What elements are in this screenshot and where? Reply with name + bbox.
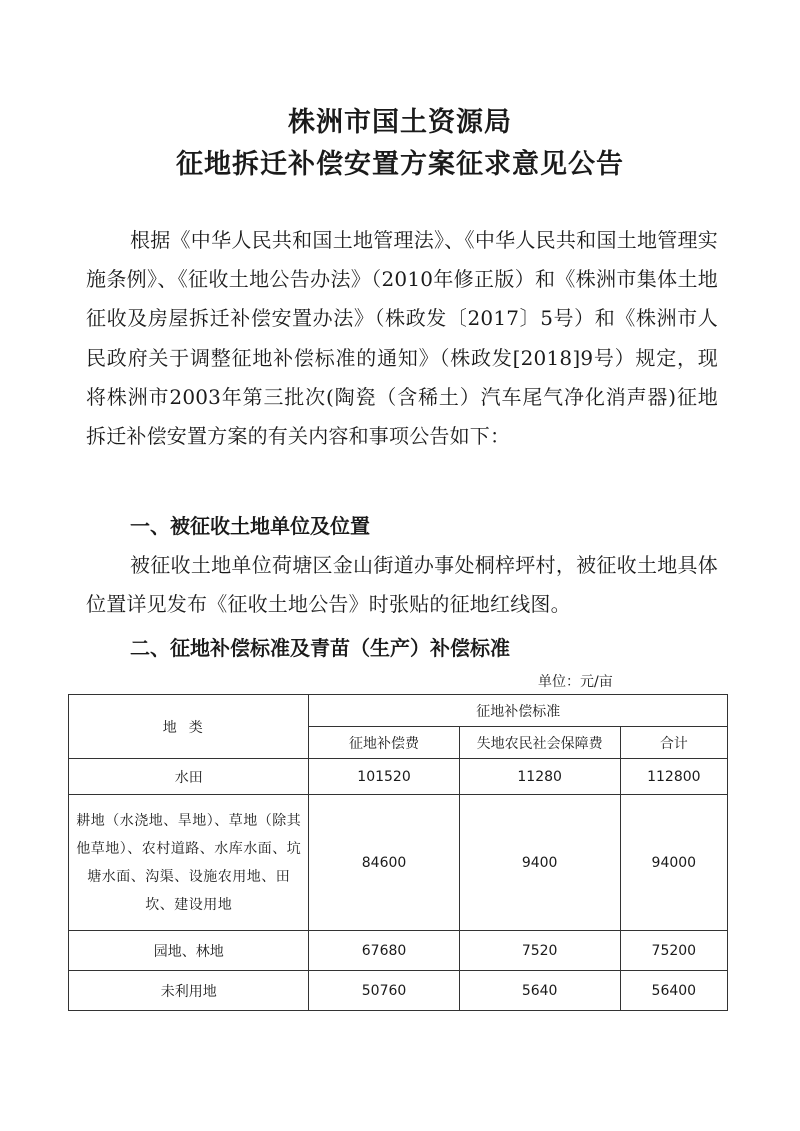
header-land-type <box>69 695 309 759</box>
cell-land-type: 园地、林地 <box>69 931 309 971</box>
cell-land-type: 耕地（水浇地、旱地）、草地（除其他草地）、农村道路、水库水面、坑塘水面、沟渠、设施农用地、田坎、建设用地 <box>69 795 309 931</box>
cell-social-security: 7520 <box>459 931 620 971</box>
cell-land-type: 未利用地 <box>69 971 309 1011</box>
intro-paragraph: 根据《中华人民共和国土地管理法》、《中华人民共和国土地管理实施条例》、《征收土地公告办法》（2010年修正版）和《株洲市集体土地征收及房屋拆迁补偿安置办法》（株政发〔2017〕5号）和《株洲市人民政府关于调整征地补偿标准的通知》（株政发[2018]9号）规定，现将株洲市2003年第三批次(陶瓷（含稀土）汽车尾气净化消声器)征地拆迁补偿安置方案的有关内容和事项公告如下： <box>86 228 718 449</box>
header-land-type-label: 地类 <box>162 719 215 736</box>
table-row <box>69 795 728 931</box>
document-title-line1: 株洲市国土资源局 <box>288 107 512 138</box>
header-compensation-fee: 征地补偿费 <box>309 727 459 759</box>
cell-compensation: 50760 <box>309 971 459 1011</box>
header-social-security-fee: 失地农民社会保障费 <box>459 727 620 759</box>
unit-label: 单位：元/亩 <box>538 674 613 690</box>
cell-land-type: 水田 <box>69 759 309 795</box>
section1-heading: 一、被征收土地单位及位置 <box>130 514 370 538</box>
section1-body: 被征收土地单位荷塘区金山街道办事处桐梓坪村，被征收土地具体位置详见发布《征收土地公告》时张贴的征地红线图。 <box>86 553 718 617</box>
header-compensation-group: 征地补偿标准 <box>309 695 728 727</box>
cell-social-security: 9400 <box>459 795 620 931</box>
section2-heading: 二、征地补偿标准及青苗（生产）补偿标准 <box>130 636 510 660</box>
header-total: 合计 <box>620 727 727 759</box>
cell-social-security: 11280 <box>459 759 620 795</box>
document-title-line2: 征地拆迁补偿安置方案征求意见公告 <box>176 149 624 180</box>
table-row <box>69 759 728 795</box>
cell-compensation: 84600 <box>309 795 459 931</box>
cell-compensation: 67680 <box>309 931 459 971</box>
table-row <box>69 971 728 1011</box>
cell-total: 56400 <box>620 971 727 1011</box>
cell-compensation: 101520 <box>309 759 459 795</box>
cell-total: 112800 <box>620 759 727 795</box>
cell-social-security: 5640 <box>459 971 620 1011</box>
table-row <box>69 931 728 971</box>
cell-total: 75200 <box>620 931 727 971</box>
compensation-table <box>68 694 728 1011</box>
cell-total: 94000 <box>620 795 727 931</box>
table-header-row <box>69 695 728 727</box>
